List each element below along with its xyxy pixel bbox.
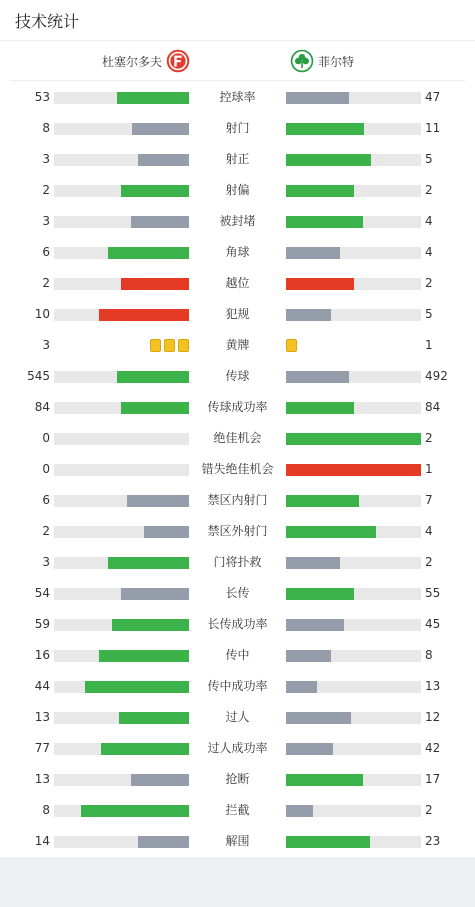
home-stat-bar (108, 557, 189, 569)
home-stat-bar (131, 774, 189, 786)
away-stat-bar-track (286, 774, 421, 786)
away-stat-bar-track (286, 247, 421, 259)
away-team-name: 菲尔特 (318, 54, 355, 69)
away-stat-bar (286, 743, 333, 755)
home-stat-value: 10 (34, 307, 50, 321)
home-stat-bar-track (54, 278, 189, 290)
fortuna-duesseldorf-logo-icon (166, 49, 190, 73)
home-stat-bar-track (54, 92, 189, 104)
yellow-card-icon (164, 339, 175, 352)
stat-label: 错失绝佳机会 (201, 462, 274, 476)
away-stat-bar (286, 464, 421, 476)
home-stat-bar (99, 309, 189, 321)
away-stat-value: 23 (425, 834, 441, 848)
away-stat-bar-track (286, 154, 421, 166)
home-stat-bar-track (54, 774, 189, 786)
stat-row (0, 578, 475, 609)
home-stat-value: 2 (42, 183, 50, 197)
stat-label: 射门 (225, 121, 250, 135)
home-stat-bar-track (54, 185, 189, 197)
away-stat-bar (286, 309, 331, 321)
away-stat-bar-track (286, 805, 421, 817)
away-stat-value: 4 (425, 524, 433, 538)
stat-row (0, 795, 475, 826)
away-stat-bar-track (286, 681, 421, 693)
home-stat-bar-track (54, 309, 189, 321)
stat-label: 解围 (225, 834, 250, 848)
away-stat-bar (286, 836, 370, 848)
yellow-card-icon (286, 339, 297, 352)
home-stat-bar-track (54, 123, 189, 135)
away-stat-bar (286, 681, 317, 693)
away-stat-bar-track (286, 619, 421, 631)
away-stat-bar (286, 92, 349, 104)
stat-label: 犯规 (225, 307, 250, 321)
home-stat-bar (138, 154, 189, 166)
away-stat-value: 5 (425, 152, 433, 166)
away-stat-bar (286, 588, 354, 600)
home-stat-value: 77 (34, 741, 50, 755)
stat-label: 传球成功率 (207, 400, 268, 414)
away-stat-bar (286, 371, 349, 383)
stat-row (0, 113, 475, 144)
away-stat-value: 55 (425, 586, 441, 600)
away-stat-bar (286, 805, 313, 817)
stat-label: 角球 (225, 245, 250, 259)
home-yellow-cards (150, 339, 189, 352)
away-stat-bar-track (286, 743, 421, 755)
stat-row (0, 609, 475, 640)
stat-label: 传中成功率 (207, 679, 268, 693)
home-stat-bar-track (54, 557, 189, 569)
away-stat-bar (286, 216, 363, 228)
home-stat-value: 14 (34, 834, 50, 848)
away-stat-value: 47 (425, 90, 441, 104)
home-stat-bar (81, 805, 189, 817)
away-stat-bar-track (286, 712, 421, 724)
stat-label: 禁区外射门 (207, 524, 268, 538)
home-stat-value: 13 (34, 710, 50, 724)
stat-label: 绝佳机会 (213, 431, 262, 445)
page-title: 技术统计 (15, 11, 80, 31)
home-stat-value: 84 (34, 400, 50, 414)
stat-row (0, 516, 475, 547)
home-stat-bar-track (54, 371, 189, 383)
header (0, 0, 475, 41)
away-stat-bar-track (286, 216, 421, 228)
home-stat-value: 3 (42, 214, 50, 228)
away-stat-value: 1 (425, 462, 433, 476)
stat-label: 过人成功率 (207, 741, 268, 755)
away-stat-bar (286, 650, 331, 662)
away-stat-bar-track (286, 402, 421, 414)
home-stat-value: 3 (42, 338, 50, 352)
home-stat-bar (85, 681, 189, 693)
home-stat-bar-track (54, 402, 189, 414)
away-stat-bar-track (286, 557, 421, 569)
stat-label: 拦截 (225, 803, 250, 817)
home-stat-bar (121, 588, 189, 600)
home-stat-value: 44 (34, 679, 50, 693)
stat-row (0, 671, 475, 702)
home-stat-bar-track (54, 526, 189, 538)
home-stat-bar (127, 495, 189, 507)
stat-row (0, 82, 475, 113)
home-stat-value: 6 (42, 493, 50, 507)
home-stat-bar (144, 526, 189, 538)
away-stat-value: 13 (425, 679, 441, 693)
home-stat-value: 59 (34, 617, 50, 631)
away-stat-value: 2 (425, 431, 433, 445)
home-team-name: 杜塞尔多夫 (101, 54, 162, 69)
stat-label: 射正 (225, 152, 250, 166)
stat-row (0, 733, 475, 764)
stat-label: 过人 (225, 710, 250, 724)
away-team[interactable] (290, 49, 354, 73)
yellow-card-icon (178, 339, 189, 352)
home-stat-value: 6 (42, 245, 50, 259)
away-stat-bar (286, 154, 371, 166)
stat-row (0, 547, 475, 578)
stat-label: 越位 (225, 276, 250, 290)
away-stat-value: 492 (425, 369, 448, 383)
home-stat-value: 8 (42, 121, 50, 135)
stat-label: 长传 (225, 586, 250, 600)
away-stat-value: 2 (425, 276, 433, 290)
stat-label: 控球率 (219, 90, 256, 104)
away-stat-value: 2 (425, 183, 433, 197)
away-stat-bar-track (286, 371, 421, 383)
stat-label: 禁区内射门 (207, 493, 268, 507)
home-stat-value: 545 (27, 369, 50, 383)
home-stat-value: 3 (42, 555, 50, 569)
home-stat-value: 0 (42, 431, 50, 445)
stat-label: 被封堵 (219, 214, 256, 228)
home-stat-value: 13 (34, 772, 50, 786)
stat-row (0, 175, 475, 206)
away-stat-bar-track (286, 495, 421, 507)
stat-row (0, 764, 475, 795)
stat-row (0, 423, 475, 454)
home-stat-bar (101, 743, 189, 755)
away-stat-value: 2 (425, 803, 433, 817)
away-stat-bar (286, 185, 354, 197)
home-stat-bar-track (54, 154, 189, 166)
away-stat-value: 8 (425, 648, 433, 662)
stat-label: 射偏 (225, 183, 250, 197)
home-stat-bar-track (54, 216, 189, 228)
stat-label: 传中 (225, 648, 250, 662)
home-team[interactable] (102, 49, 190, 73)
away-stat-value: 45 (425, 617, 441, 631)
away-stat-bar-track (286, 123, 421, 135)
away-stat-bar-track (286, 92, 421, 104)
home-stat-bar (121, 402, 189, 414)
home-stat-bar (121, 278, 189, 290)
home-stat-bar (138, 836, 189, 848)
away-stat-bar (286, 619, 344, 631)
stat-row (0, 485, 475, 516)
home-stat-bar (117, 92, 189, 104)
away-stat-bar-track (286, 464, 421, 476)
away-stat-bar (286, 712, 351, 724)
away-stat-bar-track (286, 650, 421, 662)
stat-label: 长传成功率 (207, 617, 268, 631)
home-stat-bar (117, 371, 189, 383)
stat-row (0, 454, 475, 485)
stat-row (0, 330, 475, 361)
away-stat-bar (286, 247, 340, 259)
away-stat-bar (286, 278, 354, 290)
away-stat-value: 17 (425, 772, 441, 786)
home-stat-bar-track (54, 805, 189, 817)
home-stat-bar-track (54, 464, 189, 476)
away-stat-bar-track (286, 836, 421, 848)
away-stat-value: 5 (425, 307, 433, 321)
away-stat-bar-track (286, 278, 421, 290)
stat-row (0, 144, 475, 175)
home-stat-bar (108, 247, 189, 259)
home-stat-bar-track (54, 588, 189, 600)
away-stat-bar (286, 123, 364, 135)
away-stat-value: 1 (425, 338, 433, 352)
stat-label: 黄牌 (225, 338, 250, 352)
away-stat-value: 11 (425, 121, 441, 135)
home-stat-bar-track (54, 619, 189, 631)
stat-row (0, 299, 475, 330)
home-stat-bar (99, 650, 189, 662)
home-stat-bar-track (54, 743, 189, 755)
away-stat-bar-track (286, 433, 421, 445)
stat-row (0, 268, 475, 299)
away-stat-bar (286, 557, 340, 569)
away-stat-bar-track (286, 526, 421, 538)
home-stat-bar (121, 185, 189, 197)
away-stat-value: 7 (425, 493, 433, 507)
away-stat-bar-track (286, 309, 421, 321)
stat-label: 门将扑救 (213, 555, 262, 569)
stat-row (0, 206, 475, 237)
cloverleaf-logo-icon (290, 49, 314, 73)
home-stat-value: 2 (42, 276, 50, 290)
home-stat-bar (112, 619, 189, 631)
away-yellow-cards (286, 339, 297, 352)
away-stat-value: 42 (425, 741, 441, 755)
stat-row (0, 826, 475, 857)
teams-bar (10, 41, 465, 81)
away-stat-bar (286, 526, 376, 538)
away-stat-bar (286, 495, 359, 507)
home-stat-value: 54 (34, 586, 50, 600)
away-stat-value: 84 (425, 400, 441, 414)
stat-label: 传球 (225, 369, 250, 383)
stat-row (0, 640, 475, 671)
home-stat-bar-track (54, 433, 189, 445)
away-stat-bar-track (286, 588, 421, 600)
stat-row (0, 237, 475, 268)
yellow-card-icon (150, 339, 161, 352)
home-stat-bar-track (54, 712, 189, 724)
stat-row (0, 392, 475, 423)
home-stat-bar-track (54, 650, 189, 662)
stat-row (0, 702, 475, 733)
away-stat-value: 4 (425, 245, 433, 259)
home-stat-bar-track (54, 495, 189, 507)
home-stat-bar (131, 216, 189, 228)
home-stat-bar-track (54, 247, 189, 259)
away-stat-value: 12 (425, 710, 441, 724)
home-stat-value: 53 (34, 90, 50, 104)
home-stat-value: 8 (42, 803, 50, 817)
home-stat-bar (132, 123, 189, 135)
away-stat-bar (286, 433, 421, 445)
home-stat-value: 0 (42, 462, 50, 476)
home-stat-value: 16 (34, 648, 50, 662)
home-stat-value: 2 (42, 524, 50, 538)
stat-row (0, 361, 475, 392)
away-stat-bar (286, 402, 354, 414)
away-stat-bar-track (286, 185, 421, 197)
home-stat-bar-track (54, 836, 189, 848)
away-stat-value: 4 (425, 214, 433, 228)
home-stat-value: 3 (42, 152, 50, 166)
home-stat-bar-track (54, 681, 189, 693)
stat-label: 抢断 (225, 772, 250, 786)
away-stat-value: 2 (425, 555, 433, 569)
away-stat-bar (286, 774, 363, 786)
home-stat-bar (119, 712, 189, 724)
